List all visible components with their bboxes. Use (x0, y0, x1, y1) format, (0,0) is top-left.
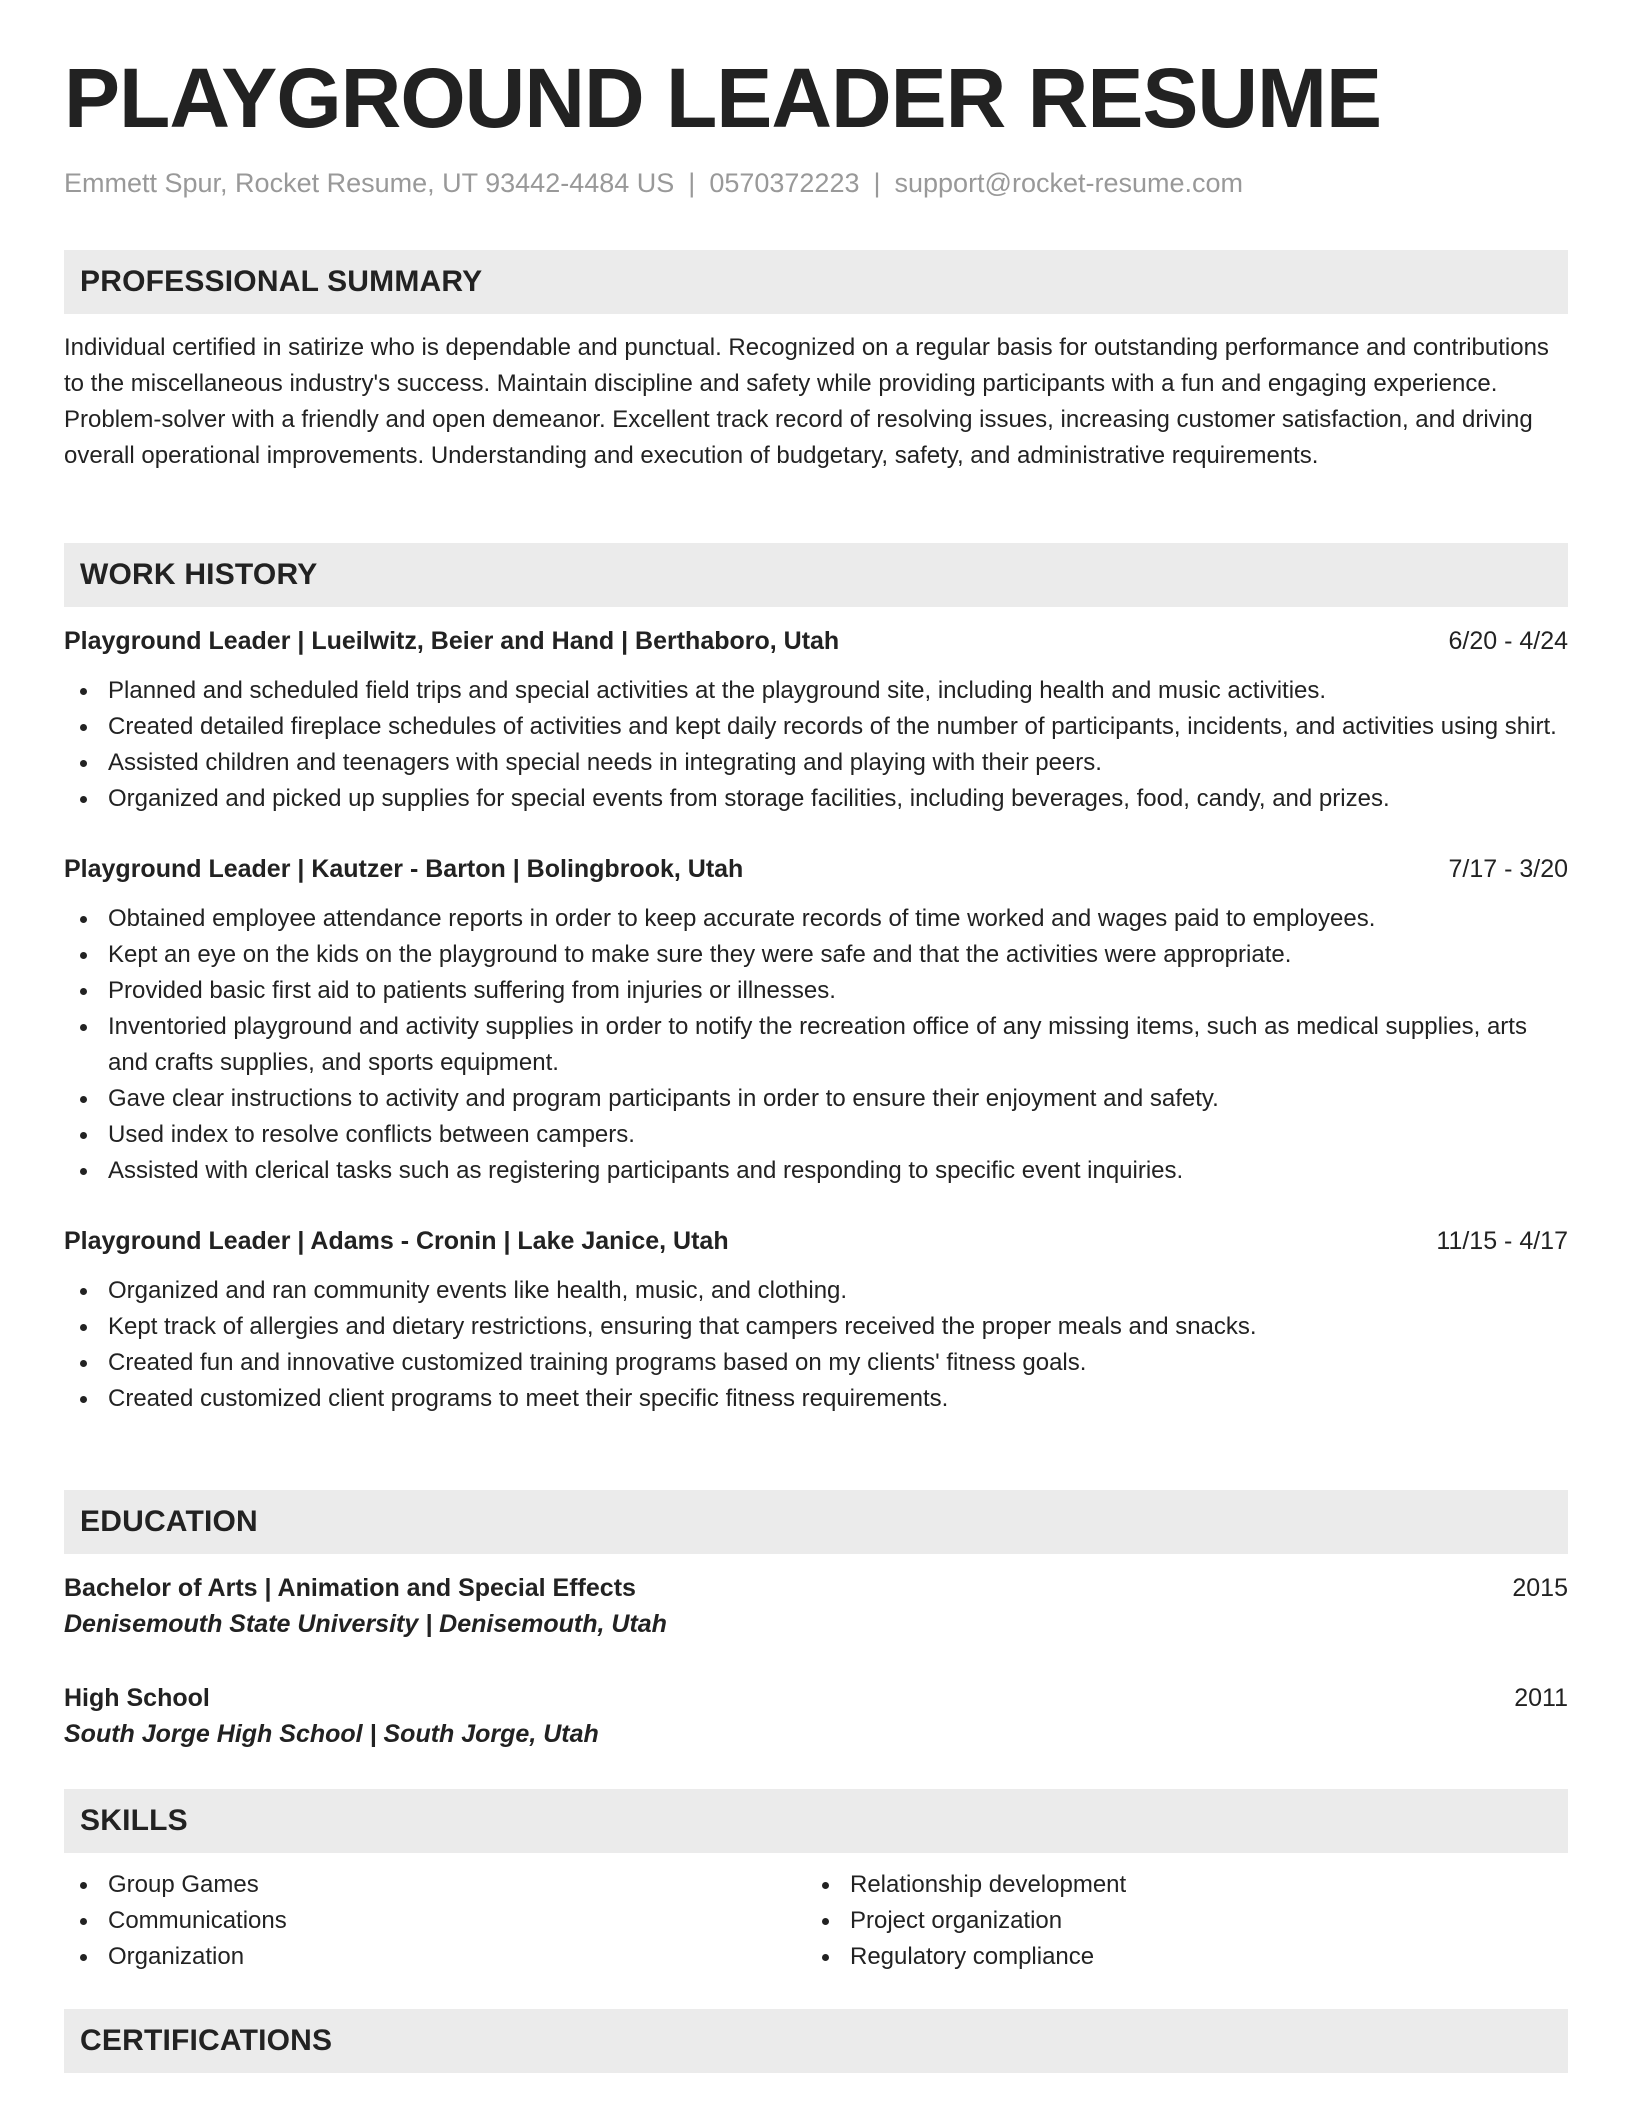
list-item: Organized and ran community events like health, music, and clothing. (64, 1273, 1568, 1309)
list-item: Regulatory compliance (806, 1939, 1548, 1975)
page-title: PLAYGROUND LEADER RESUME (64, 51, 1382, 145)
degree-name: High School (64, 1684, 210, 1712)
job-bullets (64, 1273, 1568, 1417)
contact-line (64, 168, 1243, 199)
list-item: Organization (64, 1939, 806, 1975)
education-section (64, 1490, 1568, 1752)
education-entry (64, 1570, 1568, 1642)
summary-section (64, 250, 1568, 474)
list-item: Assisted with clerical tasks such as registering participants and responding to specific event inquiries. (64, 1153, 1568, 1189)
list-item: Relationship development (806, 1867, 1548, 1903)
job-header (64, 1223, 1568, 1259)
education-header (64, 1570, 1568, 1606)
contact-separator: | (688, 168, 696, 198)
list-item: Organized and picked up supplies for special events from storage facilities, including beverages, food, candy, and prizes. (64, 781, 1568, 817)
list-item: Assisted children and teenagers with special needs in integrating and playing with their peers. (64, 745, 1568, 781)
degree-name: Bachelor of Arts | Animation and Special Effects (64, 1574, 636, 1602)
contact-separator: | (873, 168, 881, 198)
school-name: Denisemouth State University | Denisemouth, Utah (64, 1610, 667, 1638)
list-item: Inventoried playground and activity supplies in order to notify the recreation office of any missing items, such as medical supplies, arts and crafts supplies, and sports equipment. (64, 1009, 1568, 1081)
skills-section (64, 1789, 1568, 1975)
education-header (64, 1680, 1568, 1716)
list-item: Planned and scheduled field trips and special activities at the playground site, including health and music activities. (64, 673, 1568, 709)
job-dates: 11/15 - 4/17 (1436, 1227, 1568, 1255)
job-dates: 7/17 - 3/20 (1448, 855, 1568, 883)
section-heading-skills: SKILLS (64, 1789, 1568, 1853)
list-item: Communications (64, 1903, 806, 1939)
section-heading-work: WORK HISTORY (64, 543, 1568, 607)
list-item: Provided basic first aid to patients suffering from injuries or illnesses. (64, 973, 1568, 1009)
job-bullets (64, 901, 1568, 1189)
section-heading-certifications: CERTIFICATIONS (64, 2009, 1568, 2073)
skills-list-left (64, 1867, 806, 1975)
contact-address: Emmett Spur, Rocket Resume, UT 93442-4484 US (64, 168, 675, 198)
job-entry (64, 851, 1568, 1189)
list-item: Obtained employee attendance reports in order to keep accurate records of time worked and wages paid to employees. (64, 901, 1568, 937)
job-entry (64, 623, 1568, 817)
job-header (64, 851, 1568, 887)
education-entry (64, 1680, 1568, 1752)
list-item: Created fun and innovative customized training programs based on my clients' fitness goals. (64, 1345, 1568, 1381)
contact-phone: 0570372223 (709, 168, 860, 198)
list-item: Kept track of allergies and dietary restrictions, ensuring that campers received the proper meals and snacks. (64, 1309, 1568, 1345)
contact-email: support@rocket-resume.com (894, 168, 1244, 198)
list-item: Group Games (64, 1867, 806, 1903)
work-history-section (64, 543, 1568, 1417)
list-item: Created detailed fireplace schedules of activities and kept daily records of the number of participants, incidents, and activities using shirt. (64, 709, 1568, 745)
job-header (64, 623, 1568, 659)
list-item: Kept an eye on the kids on the playground to make sure they were safe and that the activities were appropriate. (64, 937, 1568, 973)
list-item: Created customized client programs to meet their specific fitness requirements. (64, 1381, 1568, 1417)
graduation-year: 2015 (1512, 1574, 1568, 1602)
job-bullets (64, 673, 1568, 817)
list-item: Project organization (806, 1903, 1548, 1939)
section-heading-summary: PROFESSIONAL SUMMARY (64, 250, 1568, 314)
list-item: Gave clear instructions to activity and program participants in order to ensure their enjoyment and safety. (64, 1081, 1568, 1117)
list-item: Used index to resolve conflicts between campers. (64, 1117, 1568, 1153)
job-title: Playground Leader | Adams - Cronin | Lake Janice, Utah (64, 1227, 729, 1255)
section-heading-education: EDUCATION (64, 1490, 1568, 1554)
job-title: Playground Leader | Kautzer - Barton | Bolingbrook, Utah (64, 855, 744, 883)
graduation-year: 2011 (1514, 1684, 1568, 1712)
school-name: South Jorge High School | South Jorge, Utah (64, 1720, 599, 1748)
job-dates: 6/20 - 4/24 (1448, 627, 1568, 655)
job-entry (64, 1223, 1568, 1417)
certifications-section (64, 2009, 1568, 2073)
job-title: Playground Leader | Lueilwitz, Beier and Hand | Berthaboro, Utah (64, 627, 840, 655)
summary-text: Individual certified in satirize who is dependable and punctual. Recognized on a regular basis for outstanding performance and contributions to the miscellaneous industry's success. Maintain discipline and safety while providing participants with a fun and engaging experience. Problem-solver with a friendly and open demeanor. Excellent track record of resolving issues, increasing customer satisfaction, and driving overall operational improvements. Understanding and execution of budgetary, safety, and administrative requirements. (64, 334, 1549, 469)
skills-columns (64, 1867, 1568, 1975)
skills-list-right (806, 1867, 1548, 1975)
